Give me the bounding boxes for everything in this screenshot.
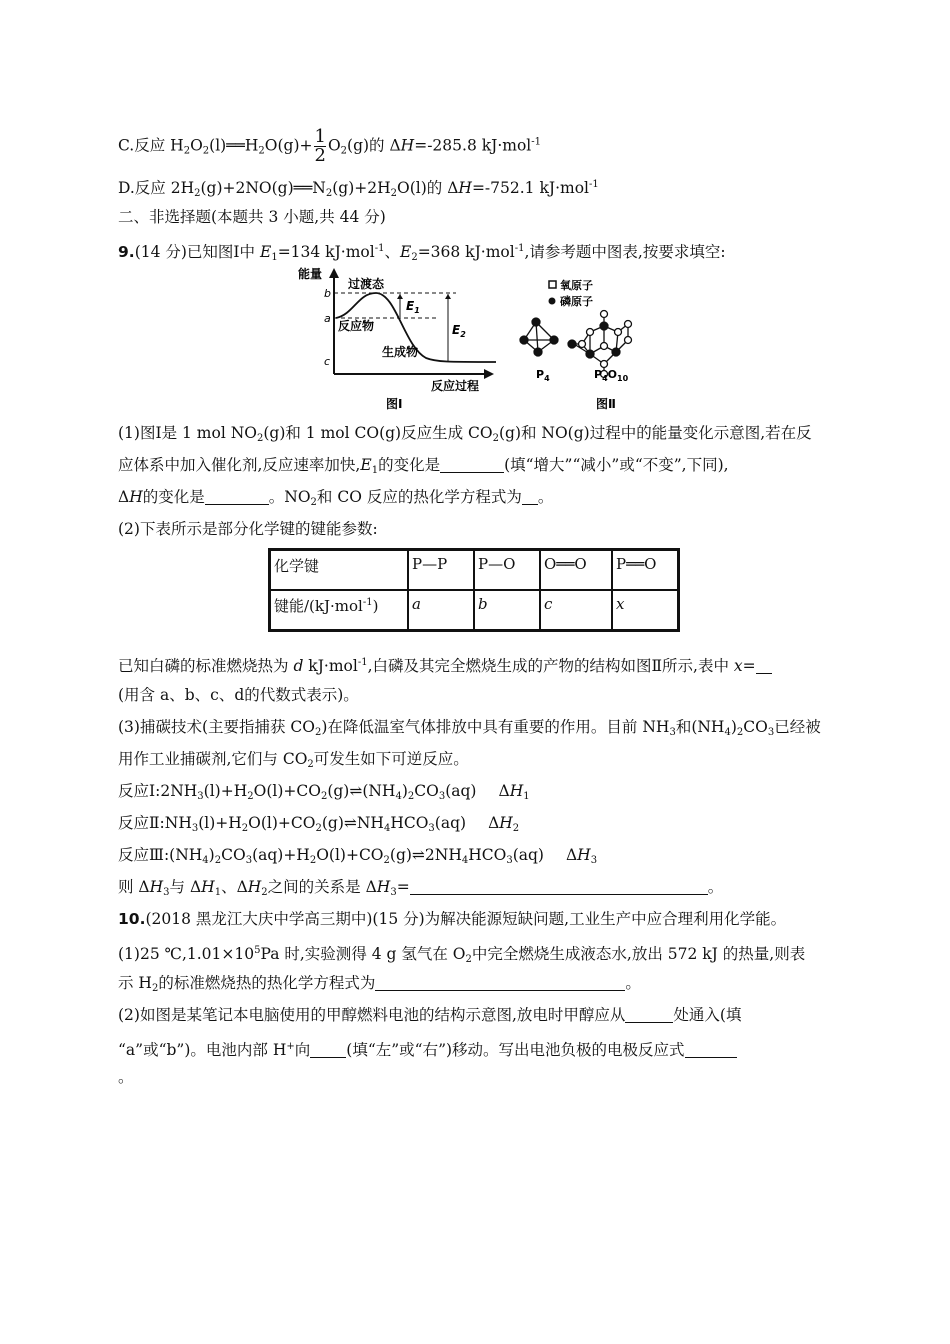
table-cell: a: [408, 590, 474, 631]
section-heading: 二、非选择题(本题共 3 小题,共 44 分): [118, 208, 386, 226]
part2-text-line2: (用含 a、b、c、d的代数式表示)。: [118, 686, 359, 704]
tick-a: a: [324, 312, 331, 325]
blank-dh-change[interactable]: [205, 488, 269, 505]
table-cell: x: [612, 590, 679, 631]
blank-anode-reaction[interactable]: [685, 1041, 737, 1058]
table-header-cell: O══O: [540, 550, 612, 591]
table-header-cell: P══O: [612, 550, 679, 591]
blank-inlet[interactable]: [625, 1006, 673, 1023]
question-10: 10.(2018 黑龙江大庆中学高三期中)(15 分)为解决能源短缺问题,工业生产中应合理利用化学能。: [118, 910, 787, 928]
part2-intro: (2)下表所示是部分化学键的键能参数:: [118, 520, 378, 538]
figure-2-molecule-structures: [512, 274, 672, 414]
q10-part2-line3: 。: [118, 1068, 134, 1086]
table-row: [270, 590, 679, 631]
table-row-label: 键能/(kJ·mol$^{-1}$): [270, 590, 409, 631]
blank-relation[interactable]: [410, 878, 708, 895]
part1-line2: 应体系中加入催化剂,反应速率加快$,E_1$的变化是 (填“增大”“减小”或“不变”,下同),: [118, 456, 729, 476]
phosphorus-legend-icon: [549, 298, 556, 305]
fig1-product-label: 生成物: [382, 345, 419, 359]
part1-line1: (1)图Ⅰ是 1 mol $NO_2(g)$和 1 mol CO(g)反应生成 $CO_2(g)$和 NO(g)过程中的能量变化示意图,若在反: [118, 424, 812, 444]
tick-b: b: [324, 287, 331, 300]
p4-molecule: [520, 318, 558, 356]
reaction-1: 反应$Ⅰ:2NH_3(l)+H_2O(l)+CO_2(g)\rightleftharpoons(NH_4)_2CO_3(aq)$ $\Delta H_1$: [118, 782, 530, 802]
table-header-cell: 化学键: [270, 550, 409, 591]
table-row: [270, 550, 679, 591]
fig1-reactant-label: 反应物: [338, 319, 375, 333]
fraction-one-half: $\frac{1}{2}$: [314, 126, 326, 166]
q10-part2-line2: “a”或“b”)。电池内部 H+向 (填“左”或“右”)移动。写出电池负极的电极反应式: [118, 1036, 737, 1061]
q10-part2-line1: (2)如图是某笔记本电脑使用的甲醇燃料电池的结构示意图,放电时甲醇应从 处通入(填: [118, 1006, 742, 1024]
table-header-cell: P—O: [474, 550, 540, 591]
fig1-caption: 图Ⅰ: [386, 397, 403, 411]
option-c: C.反应 $H_2O_2(l)══H_2O(g)+$ $\frac{1}{2}$ $O_2(g)$的 ΔH=-285.8 kJ·mol$^{-1}$: [118, 126, 541, 166]
fig1-e2-label: $E_2$: [452, 323, 466, 339]
reaction-2: 反应$Ⅱ:NH_3(l)+H_2O(l)+CO_2(g)\rightleftharpoons NH_4HCO_3(aq)$ $\Delta H_2$: [118, 814, 520, 834]
tick-c: c: [324, 355, 331, 368]
q10-part1-line1: (1)25 $℃,1.01\times 10^5Pa$ 时,实验测得 4 g 氢气在 $O_2$中完全燃烧生成液态水,放出 572 kJ 的热量,则表: [118, 945, 806, 965]
p4o10-label: $P_4O_{10}$: [594, 368, 629, 383]
table-header-cell: P—P: [408, 550, 474, 591]
question-9: 9.(14 分)已知图Ⅰ中 $E_1=134$ kJ·mol$^{-1}$、$E_2=368$ kJ·mol$^{-1}$,请参考题中图表,按要求填空:: [118, 243, 726, 263]
part3-line2: 用作工业捕碳剂,它们与 $CO_2$可发生如下可逆反应。: [118, 750, 469, 770]
legend-phosphorus: 磷原子: [560, 295, 593, 308]
blank-ion-direction[interactable]: [310, 1041, 346, 1058]
part1-line3: ΔH的变化是 。$NO_2$和 CO 反应的热化学方程式为 。: [118, 488, 554, 508]
table-cell: b: [474, 590, 540, 631]
blank-thermo-equation[interactable]: [522, 488, 538, 505]
fig1-transition-label: 过渡态: [348, 277, 385, 291]
legend-oxygen: 氧原子: [560, 279, 593, 292]
figure-1-energy-diagram: [296, 266, 496, 416]
blank-e1-change[interactable]: [440, 456, 504, 473]
table-cell: c: [540, 590, 612, 631]
fig1-e1-label: $E_1$: [406, 299, 420, 315]
option-d: D.反应 $2H_2(g)+2NO(g)══N_2(g)+2H_2O(l)$的 ΔH=-752.1 kJ·mol$^{-1}$: [118, 179, 599, 199]
part2-text-line1: 已知白磷的标准燃烧热为 d kJ·mol$^{-1}$,白磷及其完全燃烧生成的产物的结构如图Ⅱ所示,表中 x=: [118, 652, 772, 677]
reaction-3: 反应$Ⅲ:(NH_4)_2CO_3(aq)+H_2O(l)+CO_2(g)\rightleftharpoons 2NH_4HCO_3(aq)$ $\Delta H_3$: [118, 846, 598, 866]
fig1-x-label: 反应过程: [431, 379, 480, 393]
bond-energy-table: [268, 548, 680, 632]
q10-part1-line2: 示 $H_2$的标准燃烧热的热化学方程式为 。: [118, 974, 641, 994]
blank-x-expression[interactable]: [756, 657, 772, 674]
blank-h2-equation[interactable]: [375, 974, 625, 991]
p4-label: $P_4$: [536, 368, 550, 383]
part3-line1: (3)捕碳技术(主要指捕获 $CO_2$)在降低温室气体排放中具有重要的作用。目前 $NH_3$和$(NH_4)_2CO_3$已经被: [118, 718, 821, 738]
fig2-caption: 图Ⅱ: [596, 397, 616, 411]
fig1-y-label: 能量: [298, 267, 323, 281]
relation-line: 则 $\Delta H_3$与 $\Delta H_1$、$\Delta H_2$之间的关系是 $\Delta H_3=$ 。: [118, 878, 724, 898]
oxygen-legend-icon: [549, 281, 556, 288]
